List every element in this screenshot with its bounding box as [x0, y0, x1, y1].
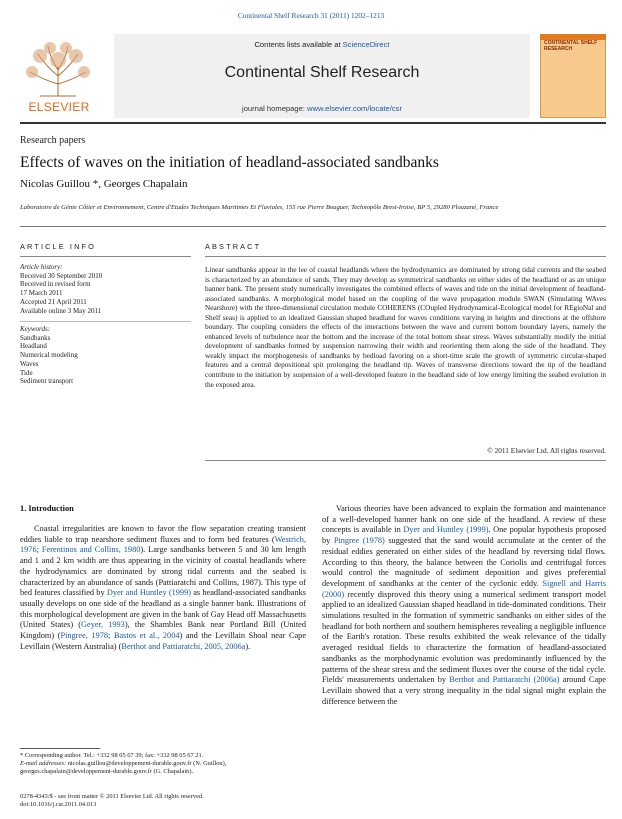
text-run: ).	[245, 641, 251, 651]
email-addresses[interactable]: nicolas.guillou@developpement-durable.gouv.fr (N. Guillou), georges.chapalain@developpement-durable.gouv.fr (G. Chapalain).	[20, 760, 227, 776]
keyword: Sediment transport	[20, 377, 74, 386]
citation-link[interactable]: Geyer, 1993	[81, 620, 125, 630]
history-item: Available online 3 May 2011	[20, 306, 102, 315]
article-info-heading: ARTICLE INFO	[20, 242, 96, 251]
publisher-name: ELSEVIER	[28, 100, 90, 114]
text-run: around Cape Levillain showed that a very strong inequality in the tidal signal might explain the difference between the	[322, 675, 606, 706]
homepage-prefix: journal homepage:	[242, 104, 308, 113]
text-run: suggested that the sand would accumulate at the center of the residual eddies generated on either sides of the headland by reversing tidal flows. According to this theory, the balance between the Coriolis and centrifugal forces would control the magnitude of sediment deposition and gives preferential development of sandbanks at the center of the cyclonic eddy.	[322, 536, 606, 588]
keywords	[20, 325, 191, 386]
corresponding-author-note: * Corresponding author. Tel.: +332 98 05 67 39; fax: +332 98 05 67 21.	[20, 752, 204, 759]
citation-link[interactable]: Bastos et al., 2004	[113, 631, 180, 641]
text-run: as headland-associated sandbanks usually develops on one side of the headland as a single banner bank. Illustrations of this morphological development are given in the bank of Gay Head off Massachusetts (United States) (	[20, 588, 306, 630]
abstract-bottom-rule	[205, 460, 606, 461]
text-run: recently disproved this theory using a numerical sediment transport model applied to an idealized Gaussian shaped headland in tide-dominated conditions. Their simulations resulted in the formation of symmetric sandbanks on either sides of the headland for both northern and southern hemispheres revealing a negligible influence of the Earth's rotation. These results exhibited the weak relevance of the tidally averaged residual fields to characterize the formation of headland-associated sandbanks as the morphodynamic evolution was predominantly influenced by the patterns of the shear stress and the sediment fluxes over the course of the tidal cycle. Fields' measurements undertaken by	[322, 589, 606, 685]
keywords-rule	[20, 321, 191, 322]
history-item: Received 30 September 2010	[20, 271, 103, 280]
citation-link[interactable]: Pingree (1978)	[333, 536, 385, 546]
citation-link[interactable]: Pingree, 1978	[60, 631, 109, 641]
keyword: Tide	[20, 368, 33, 377]
citation-link[interactable]: Dyer and Huntley (1999)	[106, 588, 191, 598]
citation-link[interactable]: Berthot and Pattiaratchi (2006a)	[449, 675, 560, 685]
article-history	[20, 263, 191, 315]
section-label: Research papers	[20, 135, 86, 146]
paper-title: Effects of waves on the initiation of headland-associated sandbanks	[20, 154, 439, 171]
text-run: ;	[36, 545, 42, 555]
citation-link[interactable]: Ferentinos and Collins, 1980	[41, 545, 141, 555]
body-column-left	[20, 524, 306, 652]
history-item: 17 March 2011	[20, 289, 63, 298]
text-run: . One popular hypothesis proposed by	[322, 525, 606, 546]
abstract-text: Linear sandbanks appear in the lee of coastal headlands where the hydrodynamics are dominated by strong tidal currents and the seabed is characterized by an abundance of sands. They may develop as symmetrical sandbanks on either sides of the headland or as an unique banner bank. The present study numerically investigates the combined effects of waves and tide on the initial development of headland-associated sandbanks. A morphological model based on the coupling of the wave propagation module SWAN (Simulating WAves Nearshore) with the three-dimensional circulation module COHERENS (COupled Hydrodynamical-Ecological model for REgioNal and Shelf seas) is applied to an idealized Gaussian shaped headland for waves conditions varying in heights and directions at the offshore boundary. The coupling considers the effects of the interactions between the wave and current bottom boundary layers, namely the enhanced levels of turbulence near the bottom and the increase of the total bottom shear stress. Waves substantially modify the initial development of sandbanks formed by suspension narrowing their width and reorienting them along the side of the headland. They weakly impact the morphogenesis of sandbanks by bedload favoring on a short-time scale the growth of symmetric circular-shaped features and a central depositional spit prolonging the headland tip. Waves of transverse directions toward the tip of the headland contribute to the initiation by suspension of a well-developed feature in the headland side of low energy limiting the seabed evolution in the exposed area.	[205, 265, 606, 389]
keyword: Headland	[20, 342, 47, 351]
keyword: Sandbanks	[20, 333, 51, 342]
footnotes	[20, 752, 310, 777]
body-column-right	[322, 504, 606, 707]
keyword: Numerical modeling	[20, 351, 78, 360]
author-list: Nicolas Guillou *, Georges Chapalain	[20, 178, 188, 190]
title-rule	[20, 226, 606, 227]
text-run: ). Large sandbanks between 5 and 30 km length and 1 and 2 km width are thus appearing in the vicinity of coastal headlands where the hydrodynamics are dominated by strong tidal currents and the seabed is characterized by an abundance of sands (Pattiaratchi and Collins, 1987). This type of bed features classified by	[20, 545, 306, 598]
citation-link[interactable]: Dyer and Huntley (1999)	[403, 525, 489, 535]
header-rule	[20, 122, 606, 124]
introduction-heading: 1. Introduction	[20, 504, 74, 513]
text-run: ) and the Levillain Shoal near Cape Levillain (Western Australia) (	[20, 631, 307, 651]
doi-line[interactable]: doi:10.1016/j.csr.2011.04.013	[20, 801, 97, 809]
text-run: ;	[108, 631, 114, 641]
journal-reference[interactable]: Continental Shelf Research 31 (2011) 1202–1213	[237, 11, 385, 20]
homepage-link[interactable]: www.elsevier.com/locate/csr	[307, 104, 402, 113]
history-label: Article history:	[20, 263, 63, 271]
email-note	[20, 760, 310, 776]
intro-paragraph-2	[322, 504, 606, 707]
text-run: Coastal irregularities are known to favor the flow separation creating transient eddies liable to trap nearshore sediment fluxes and to form bed features (	[20, 524, 306, 544]
affiliation: Laboratoire de Génie Côtier et Environnement, Centre d'Etudes Techniques Maritimes Et Fluviales, 155 rue Pierre Bouguer, Technopôle Brest-Iroise, BP 5, 29280 Plouzané, France	[20, 204, 499, 211]
abstract-heading: ABSTRACT	[205, 242, 262, 251]
contents-line	[114, 40, 530, 49]
article-info-rule	[20, 256, 191, 257]
citation-link[interactable]: Berthot and Pattiaratchi, 2005, 2006a	[121, 641, 246, 651]
text-run: Various theories have been advanced to explain the formation and maintenance of a well-developed banner bank on one side of the headland. A review of these concepts is available in	[322, 504, 606, 535]
citation-link[interactable]: Westrich, 1976	[20, 534, 306, 555]
contents-prefix: Contents lists available at	[254, 40, 343, 49]
homepage-line	[114, 104, 530, 113]
abstract-copyright: © 2011 Elsevier Ltd. All rights reserved.	[487, 446, 606, 455]
issn-block	[20, 793, 310, 809]
keyword: Waves	[20, 359, 39, 368]
intro-paragraph-1	[20, 524, 306, 652]
history-item: Received in revised form	[20, 280, 91, 289]
journal-title: Continental Shelf Research	[224, 64, 420, 81]
journal-cover-title: CONTINENTAL SHELF RESEARCH	[544, 40, 598, 52]
footnote-rule	[20, 748, 100, 749]
issn-line: 0278-4343/$ - see front matter © 2011 Elsevier Ltd. All rights reserved.	[20, 793, 204, 800]
text-run: ), the Shambles Bank near Portland Bill (United Kingdom) (	[20, 620, 306, 641]
abstract-rule	[205, 256, 606, 257]
history-item: Accepted 21 April 2011	[20, 297, 87, 306]
citation-link[interactable]: Signell and Harris (2000)	[322, 578, 607, 599]
email-label: E-mail addresses:	[20, 760, 67, 768]
keywords-label: Keywords:	[20, 325, 51, 333]
sciencedirect-link[interactable]: ScienceDirect	[342, 40, 390, 49]
